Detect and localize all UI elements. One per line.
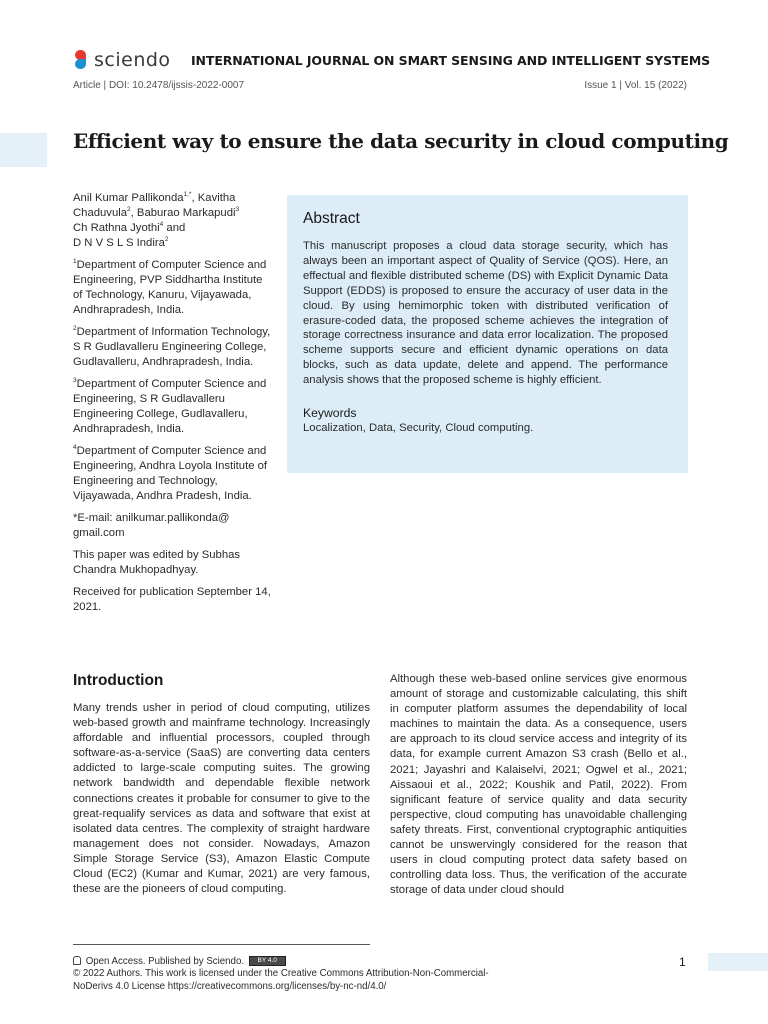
keywords-list: Localization, Data, Security, Cloud computing. bbox=[303, 422, 534, 435]
open-access-text: Open Access. Published by Sciendo. bbox=[85, 956, 245, 967]
edited-by: This paper was edited by Subhas Chandra Mukhopadhyay. bbox=[73, 549, 241, 576]
page-tab-decoration bbox=[708, 953, 768, 971]
license-footer bbox=[73, 955, 493, 993]
affiliation-4: $^4$Department of Computer Science and Engineering, Andhra Loyola Institute of Engineering and Technology, Vijayawada, Andhra Pradesh, India. bbox=[73, 444, 268, 502]
introduction-column-2: Although these web-based online services give enormous amount of storage and customizable calculating, this shift in computer platform assumes the dependability of local machines to maintain the data. As a consequence, users are approach to its cloud service access and integrity of its data, for example current Amazon S3 crash (Bello et al., 2021; Jayashri and Kalaiselvi, 2021; Ogwel et al., 2021; Aissaoui et al., 2022; Koushik and Patil, 2022). From significant feature of service quality and data security perspective, cloud computing has unavoidable challenging safety threats. First, conventional cryptographic antiquities cannot be unswervingly considered for the reason that users in cloud computing protect data safety based on controlling data loss. Thus, the verification of the accurate storage of data under cloud should bbox=[390, 673, 687, 897]
journal-title: INTERNATIONAL JOURNAL ON SMART SENSING AND INTELLIGENT SYSTEMS bbox=[191, 53, 711, 68]
introduction-heading: Introduction bbox=[73, 672, 164, 689]
paper-title: Efficient way to ensure the data security in cloud computing bbox=[73, 129, 729, 153]
sciendo-logo-icon bbox=[73, 49, 88, 71]
introduction-column-1: Many trends usher in period of cloud computing, utilizes web-based growth and mainframe technology. Increasingly affordable and influential processors, coupled through software-as-a-service (SaaS) are converting data centers addicted to large-scale computing suites. The growing network bandwidth and dependable flexible network connections creates it probable for consumer to give to the great-requalify services as data and software that exist at isolated data centres. The complexity of straight hardware management does not consider. Nowadays, Amazon Simple Storage Service (S3), Amazon Elastic Compute Cloud (EC2) (Kumar and Kumar, 2021) are very famous, these are the pioneers of cloud computing. bbox=[73, 702, 370, 896]
article-doi: Article | DOI: 10.2478/ijssis-2022-0007 bbox=[73, 80, 245, 91]
author-info-column bbox=[73, 191, 273, 622]
author-list: Anil Kumar Pallikonda$^{1,*}$, Kavitha Chaduvula$^2$, Baburao Markapudi$^3$ Ch Rathna Jyothi$^4$ and D N V S L S Indira$^2$ bbox=[73, 191, 240, 249]
footer-divider bbox=[73, 944, 370, 945]
license-text: © 2022 Authors. This work is licensed under the Creative Commons Attribution-Non-Commercial-NoDerivs 4.0 License https://creativecommons.org/licenses/by-nc-nd/4.0/ bbox=[73, 968, 489, 992]
affiliation-2: $^2$Department of Information Technology, S R Gudlavalleru Engineering College, Gudlavalleru, Andhrapradesh, India. bbox=[73, 325, 271, 368]
page-number: 1 bbox=[679, 955, 686, 969]
corresponding-email: *E-mail: anilkumar.pallikonda@ gmail.com bbox=[73, 512, 230, 539]
cc-by-license-icon[interactable]: BY 4.0 bbox=[249, 956, 286, 966]
keywords-heading: Keywords bbox=[303, 406, 357, 421]
received-date: Received for publication September 14, 2021. bbox=[73, 586, 271, 613]
abstract-heading: Abstract bbox=[303, 210, 360, 227]
abstract-text: This manuscript proposes a cloud data storage security, which has always been an important aspect of Quality of Service (QOS). Here, an effectual and flexible distributed scheme (DS) with Explicit Dynamic Data Support (EDDS) is proposed to ensure the accuracy of user data in the cloud. By using hemimorphic token with distributed verification of erasure-coded data, the proposed scheme achieves the integration of storage correctness insurance and data error localization. The proposed scheme supports secure and efficient dynamic operations on data blocks, such as data update, delete and append. The performance analysis shows that the proposed scheme is highly efficient. bbox=[303, 240, 668, 387]
affiliation-3: $^3$Department of Computer Science and Engineering, S R Gudlavalleru Engineering College, Gudlavalleru, Andhrapradesh, India. bbox=[73, 377, 267, 435]
open-access-lock-icon bbox=[73, 956, 81, 965]
side-tab-decoration bbox=[0, 133, 47, 167]
issue-volume: Issue 1 | Vol. 15 (2022) bbox=[584, 80, 687, 91]
brand-name: sciendo bbox=[94, 49, 171, 71]
abstract-box bbox=[287, 195, 688, 473]
affiliation-1: $^1$Department of Computer Science and Engineering, PVP Siddhartha Institute of Technology, Kanuru, Vijayawada, Andhrapradesh, India. bbox=[73, 258, 267, 316]
sciendo-logo bbox=[73, 49, 171, 71]
